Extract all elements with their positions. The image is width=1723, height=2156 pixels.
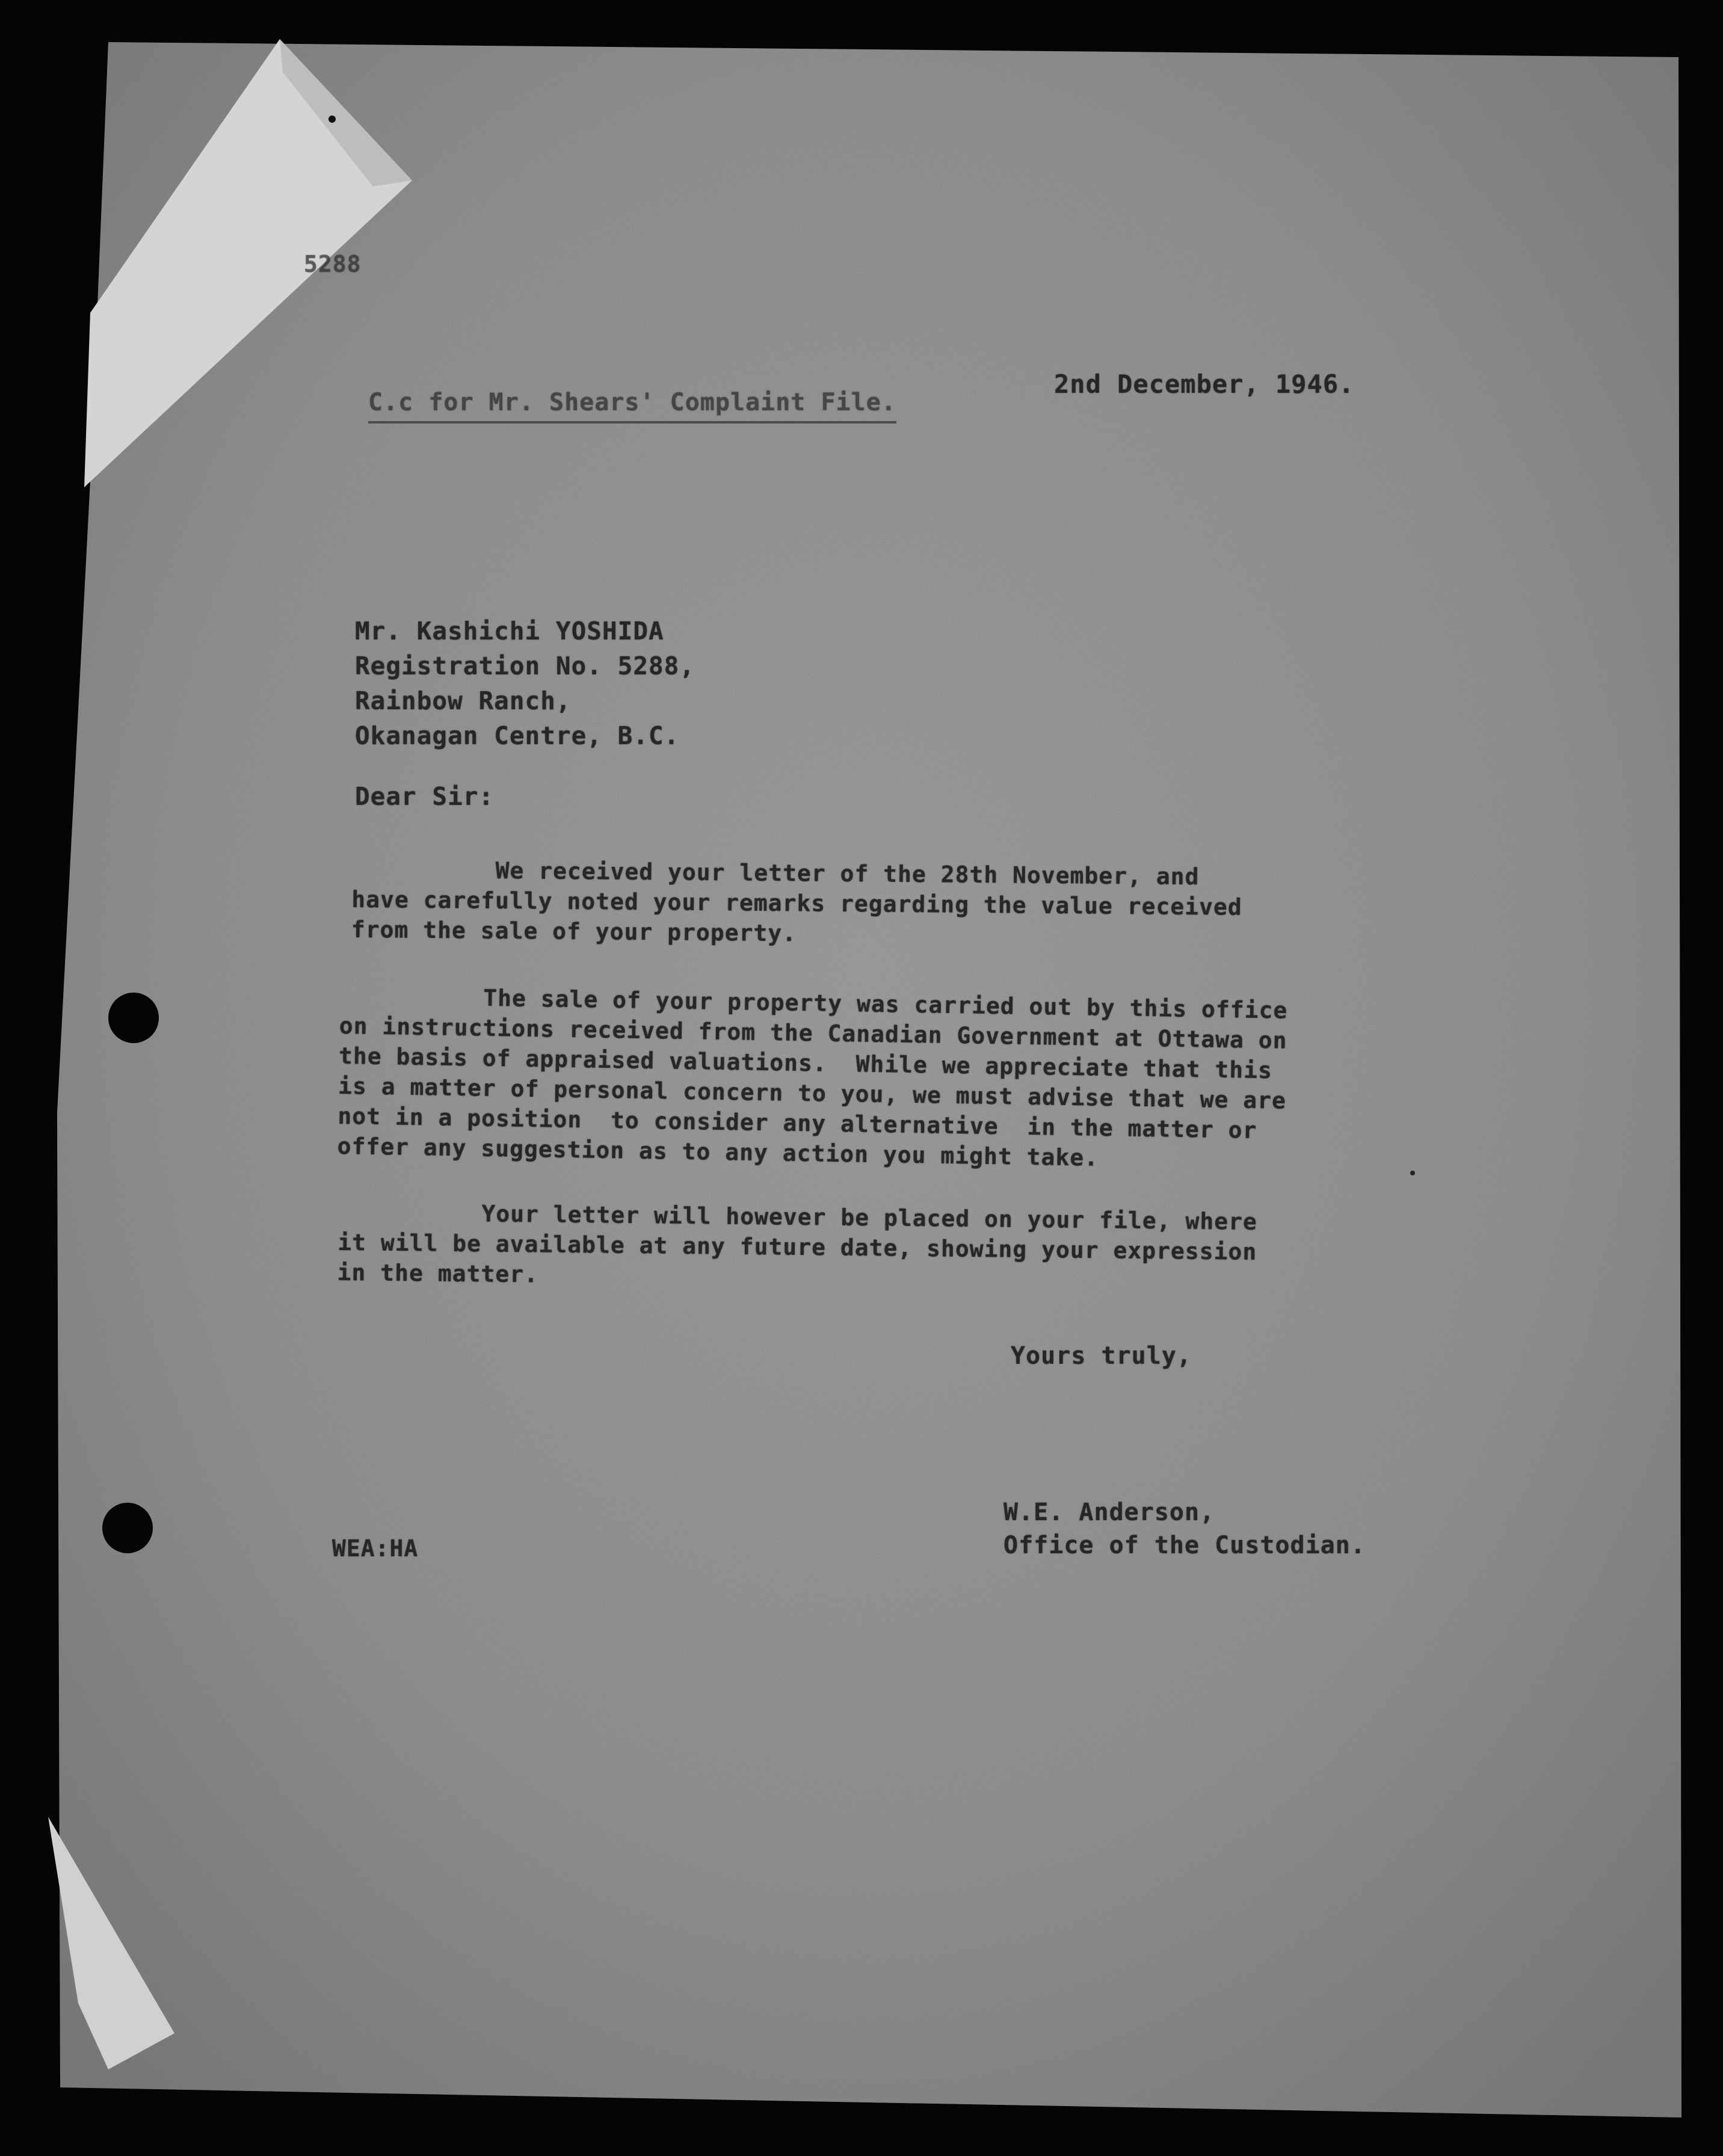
ink-speck bbox=[328, 116, 336, 123]
ink-speck bbox=[1410, 1171, 1415, 1175]
recipient-address bbox=[355, 614, 695, 753]
body-paragraph bbox=[351, 854, 1243, 952]
paragraph-line: The sale of your property was carried out by this office bbox=[339, 982, 1288, 1024]
paragraph-line: it will be available at any future date, showing your expression bbox=[337, 1228, 1257, 1265]
punch-hole-lower bbox=[102, 1503, 153, 1553]
paragraph-line: on instructions received from the Canadian Government at Ottawa on bbox=[339, 1012, 1287, 1054]
letter-date: 2nd December, 1946. bbox=[1054, 369, 1355, 399]
punch-hole-upper bbox=[108, 993, 159, 1043]
paragraph-line: We received your letter of the 28th November, and bbox=[351, 855, 1200, 890]
body-paragraph bbox=[337, 981, 1287, 1176]
salutation: Dear Sir: bbox=[355, 782, 495, 811]
signature-name: W.E. Anderson, bbox=[1003, 1498, 1215, 1526]
paragraph-line: is a matter of personal concern to you, we must advise that we are bbox=[338, 1072, 1287, 1114]
address-line: Okanagan Centre, B.C. bbox=[355, 721, 680, 750]
address-line: Registration No. 5288, bbox=[355, 651, 695, 680]
paragraph-line: not in a position to consider any alternative in the matter or bbox=[338, 1102, 1257, 1144]
address-line: Rainbow Ranch, bbox=[355, 686, 572, 715]
paragraph-line: from the sale of your property. bbox=[351, 916, 797, 947]
paragraph-line: in the matter. bbox=[337, 1258, 539, 1288]
closing: Yours truly, bbox=[1011, 1342, 1192, 1370]
body-paragraph bbox=[337, 1197, 1257, 1297]
paragraph-line: the basis of appraised valuations. While we appreciate that this bbox=[338, 1042, 1273, 1084]
address-line: Mr. Kashichi YOSHIDA bbox=[355, 617, 664, 645]
paragraph-line: offer any suggestion as to any action you might take. bbox=[337, 1132, 1099, 1171]
cc-note: C.c for Mr. Shears' Complaint File. bbox=[368, 385, 896, 424]
paragraph-line: have carefully noted your remarks regarding the value received bbox=[351, 886, 1242, 920]
reference-initials: WEA:HA bbox=[332, 1535, 419, 1562]
signature-office: Office of the Custodian. bbox=[1003, 1532, 1366, 1559]
paragraph-line: Your letter will however be placed on your file, where bbox=[338, 1198, 1258, 1236]
file-number-fragment: 5288 bbox=[304, 251, 362, 277]
